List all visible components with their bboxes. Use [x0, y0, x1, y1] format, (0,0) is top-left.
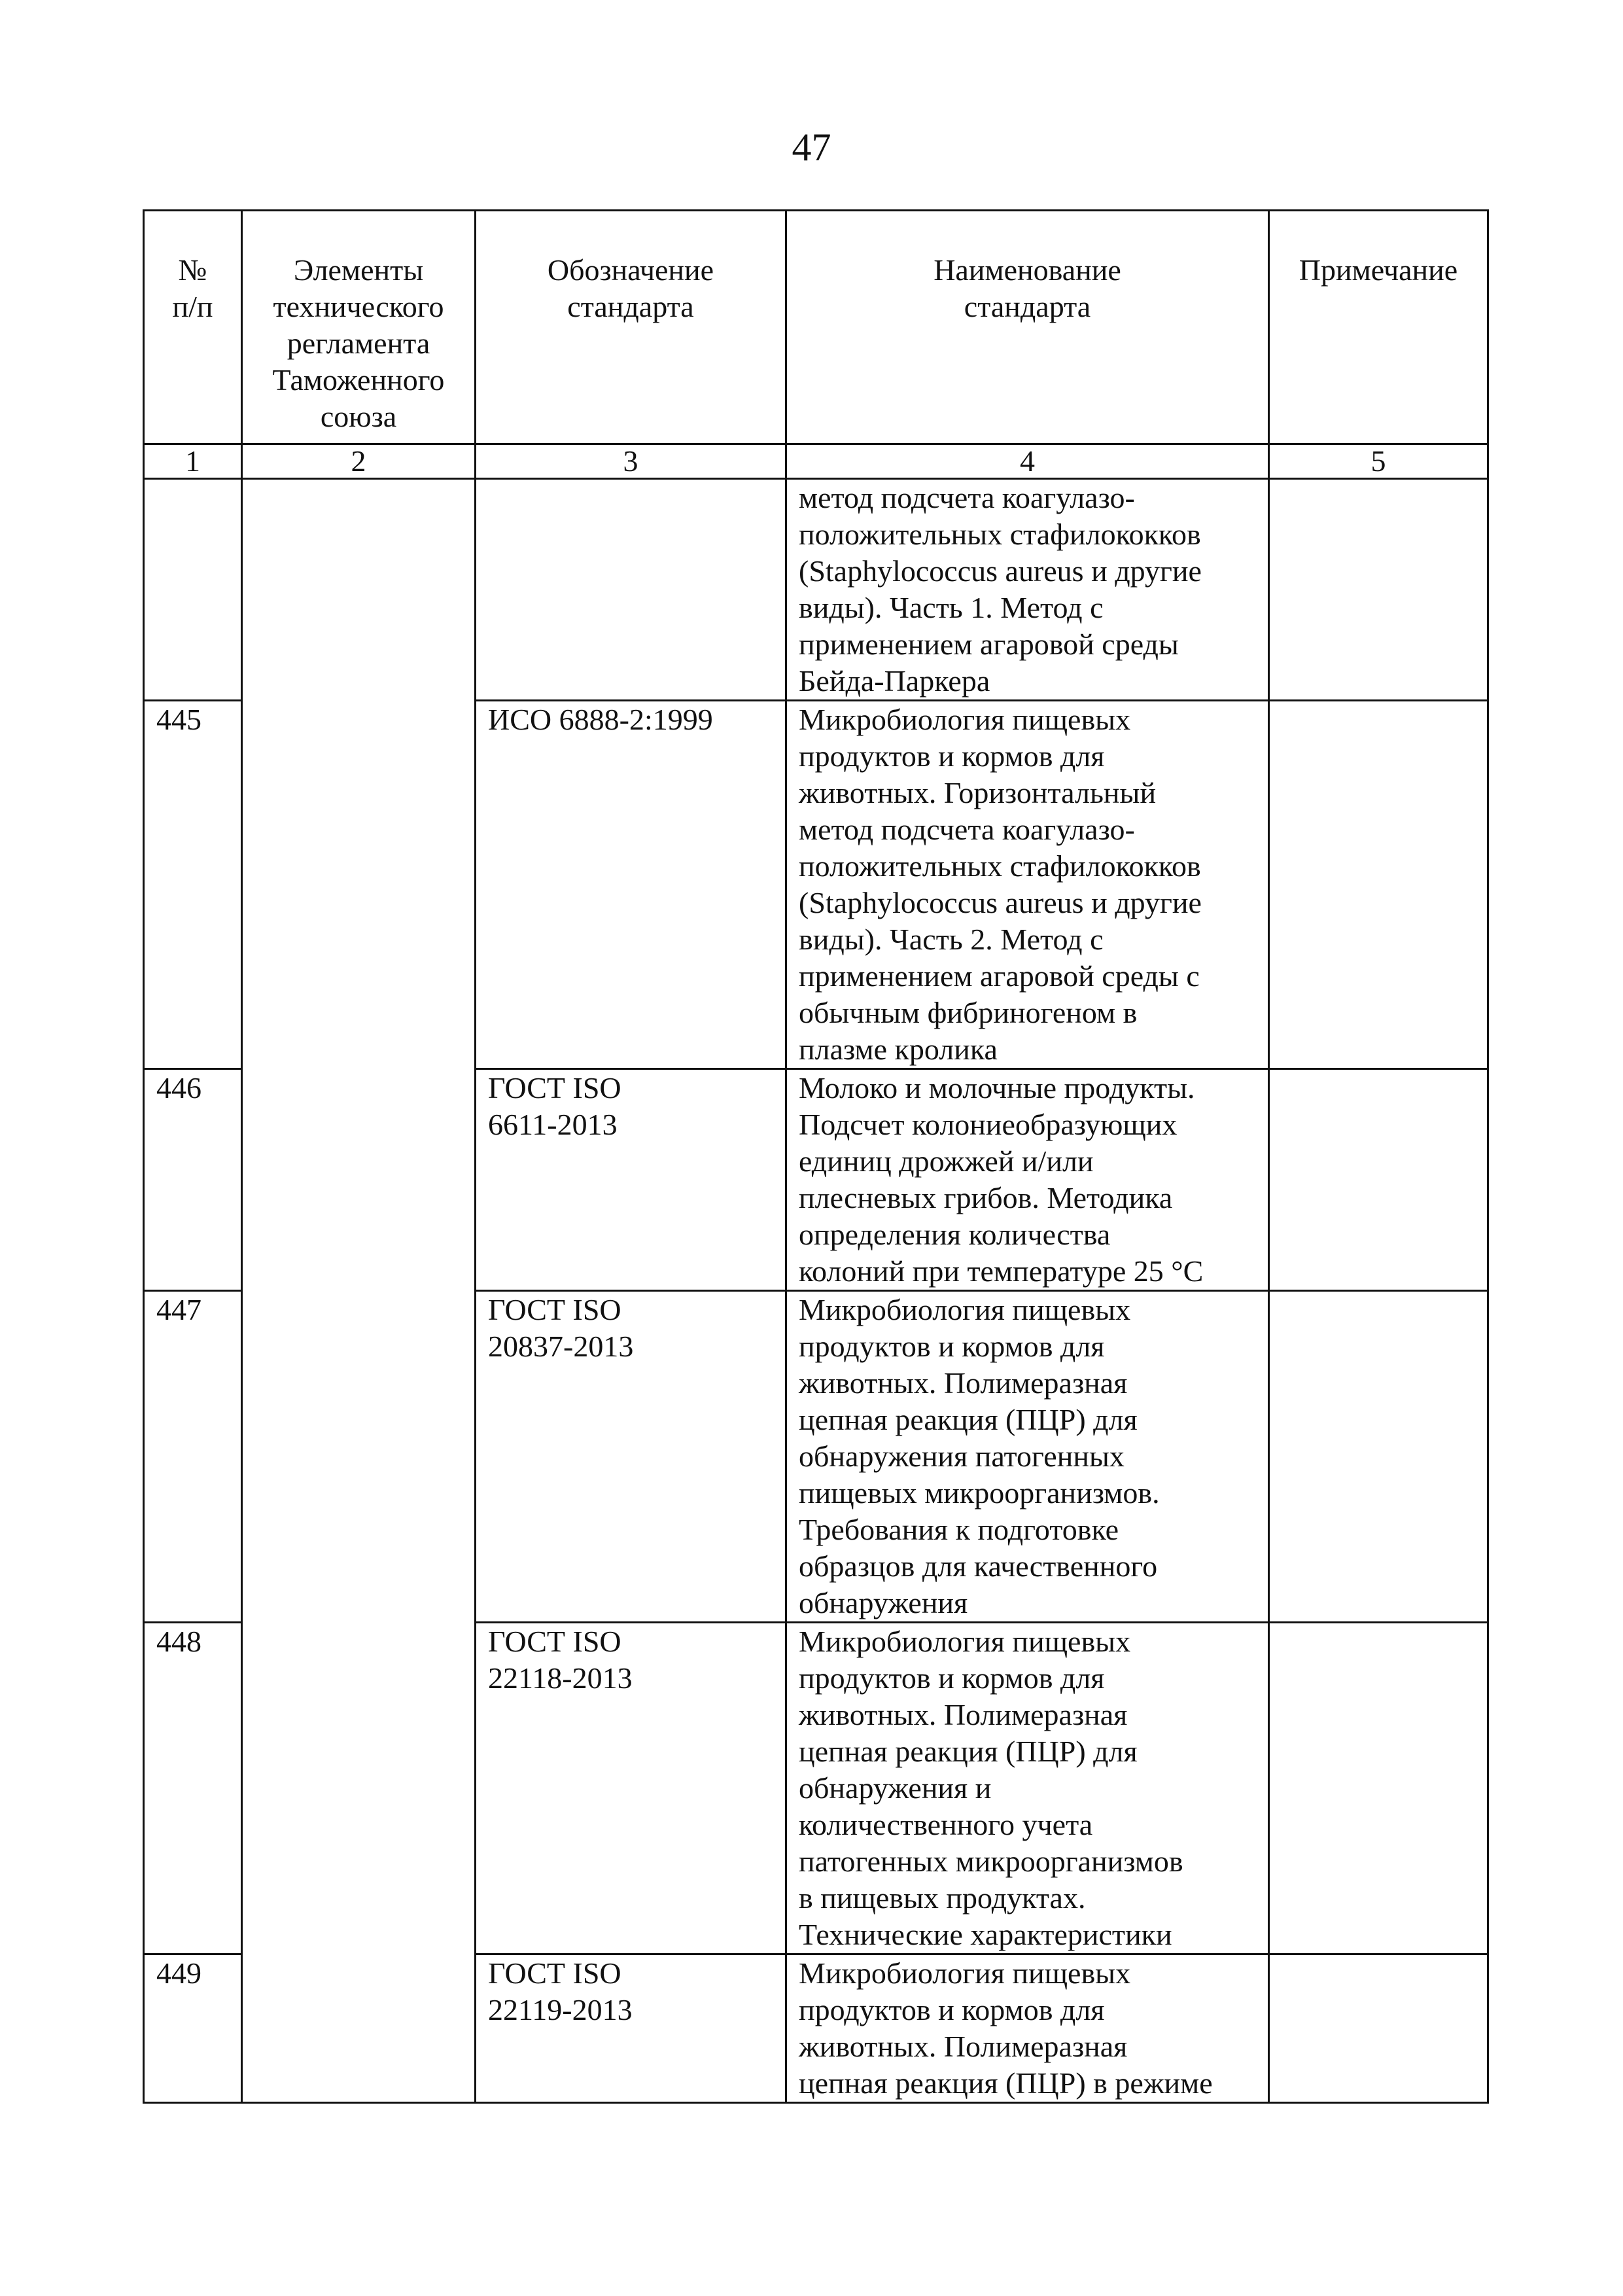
column-number: 3 — [476, 444, 786, 479]
table-row — [144, 479, 1488, 701]
header-col-elements — [242, 211, 476, 444]
text-line: № — [178, 253, 207, 287]
text-line: патогенных микроорганизмов — [799, 1845, 1183, 1878]
text-line: единиц дрожжей и/или — [799, 1144, 1094, 1178]
standard-name — [786, 1291, 1269, 1623]
column-number: 1 — [144, 444, 242, 479]
text-line: регламента — [287, 327, 430, 360]
text-line: Таможенного — [272, 363, 445, 397]
text-line: 20837-2013 — [488, 1330, 634, 1363]
standard-designation — [476, 1069, 786, 1291]
standard-name — [786, 1623, 1269, 1954]
text-line: Наименование — [934, 253, 1121, 287]
text-line: цепная реакция (ПЦР) в режиме — [799, 2066, 1213, 2100]
column-number: 4 — [786, 444, 1269, 479]
text-line: животных. Полимеразная — [799, 1698, 1128, 1731]
table-body — [144, 479, 1488, 2103]
note — [1269, 701, 1488, 1069]
text-line: применением агаровой среды — [799, 627, 1179, 661]
text-line: п/п — [172, 290, 213, 323]
text-line: обычным фибриногеном в — [799, 996, 1138, 1029]
note — [1269, 1623, 1488, 1954]
header-col-number — [144, 211, 242, 444]
text-line: животных. Полимеразная — [799, 2030, 1128, 2063]
standards-table — [143, 209, 1489, 2104]
row-number: 449 — [144, 1954, 242, 2103]
column-number: 2 — [242, 444, 476, 479]
text-line: (Staphylococcus aureus и другие — [799, 554, 1202, 588]
text-line: технического — [273, 290, 444, 323]
standard-designation — [476, 479, 786, 701]
text-line: стандарта — [964, 290, 1091, 323]
text-line: Бейда-Паркера — [799, 664, 990, 698]
text-line: пищевых микроорганизмов. — [799, 1476, 1160, 1510]
standard-name — [786, 1069, 1269, 1291]
text-line: Подсчет колониеобразующих — [799, 1108, 1178, 1141]
text-line: продуктов и кормов для — [799, 1661, 1105, 1695]
note — [1269, 1954, 1488, 2103]
text-line: животных. Горизонтальный — [799, 776, 1157, 809]
text-line: положительных стафилококков — [799, 849, 1201, 883]
text-line: (Staphylococcus aureus и другие — [799, 886, 1202, 919]
text-line: применением агаровой среды с — [799, 959, 1200, 993]
text-line: продуктов и кормов для — [799, 1330, 1105, 1363]
text-line: Элементы — [293, 253, 424, 287]
text-line: обнаружения патогенных — [799, 1439, 1125, 1473]
text-line: образцов для качественного — [799, 1549, 1158, 1583]
standard-designation — [476, 701, 786, 1069]
header-col-note — [1269, 211, 1488, 444]
text-line: Микробиология пищевых — [799, 1625, 1131, 1658]
text-line: положительных стафилококков — [799, 518, 1201, 551]
text-line: Обозначение — [547, 253, 714, 287]
standard-name — [786, 1954, 1269, 2103]
row-number: 445 — [144, 701, 242, 1069]
column-number-row — [144, 444, 1488, 479]
text-line: Микробиология пищевых — [799, 703, 1131, 736]
text-line: в пищевых продуктах. — [799, 1881, 1086, 1915]
text-line: метод подсчета коагулазо- — [799, 813, 1135, 846]
text-line: Микробиология пищевых — [799, 1956, 1131, 1990]
header-row — [144, 211, 1488, 444]
standard-designation — [476, 1623, 786, 1954]
text-line: метод подсчета коагулазо- — [799, 481, 1135, 514]
note — [1269, 479, 1488, 701]
page-number: 47 — [792, 126, 831, 169]
text-line: ГОСТ ISO — [488, 1625, 621, 1658]
text-line: Технические характеристики — [799, 1918, 1172, 1951]
text-line: союза — [320, 400, 397, 433]
text-line: Микробиология пищевых — [799, 1293, 1131, 1326]
standard-designation — [476, 1954, 786, 2103]
text-line: ИСО 6888-2:1999 — [488, 703, 713, 736]
text-line: 22118-2013 — [488, 1661, 633, 1695]
row-number: 446 — [144, 1069, 242, 1291]
regulation-elements-cell — [242, 479, 476, 2103]
text-line: продуктов и кормов для — [799, 1993, 1105, 2026]
text-line: Требования к подготовке — [799, 1513, 1119, 1546]
text-line: количественного учета — [799, 1808, 1093, 1841]
column-number: 5 — [1269, 444, 1488, 479]
text-line: плесневых грибов. Методика — [799, 1181, 1173, 1214]
standard-name — [786, 479, 1269, 701]
text-line: 6611-2013 — [488, 1108, 618, 1141]
standard-designation — [476, 1291, 786, 1623]
header-col-name — [786, 211, 1269, 444]
text-line: определения количества — [799, 1218, 1111, 1251]
header-col-designation — [476, 211, 786, 444]
text-line: плазме кролика — [799, 1033, 998, 1066]
text-line: цепная реакция (ПЦР) для — [799, 1403, 1138, 1436]
text-line: обнаружения — [799, 1586, 968, 1619]
text-line: животных. Полимеразная — [799, 1366, 1128, 1400]
text-line: обнаружения и — [799, 1771, 992, 1805]
text-line: стандарта — [567, 290, 694, 323]
row-number: 448 — [144, 1623, 242, 1954]
text-line: колоний при температуре 25 °С — [799, 1254, 1204, 1288]
text-line: 22119-2013 — [488, 1993, 633, 2026]
text-line: виды). Часть 2. Метод с — [799, 923, 1104, 956]
text-line: цепная реакция (ПЦР) для — [799, 1735, 1138, 1768]
row-number — [144, 479, 242, 701]
text-line: виды). Часть 1. Метод с — [799, 591, 1104, 624]
text-line: ГОСТ ISO — [488, 1956, 621, 1990]
note — [1269, 1069, 1488, 1291]
text-line: Молоко и молочные продукты. — [799, 1071, 1195, 1104]
note — [1269, 1291, 1488, 1623]
text-line: Примечание — [1299, 253, 1458, 287]
text-line: продуктов и кормов для — [799, 739, 1105, 773]
row-number: 447 — [144, 1291, 242, 1623]
text-line: ГОСТ ISO — [488, 1293, 621, 1326]
standard-name — [786, 701, 1269, 1069]
text-line: ГОСТ ISO — [488, 1071, 621, 1104]
